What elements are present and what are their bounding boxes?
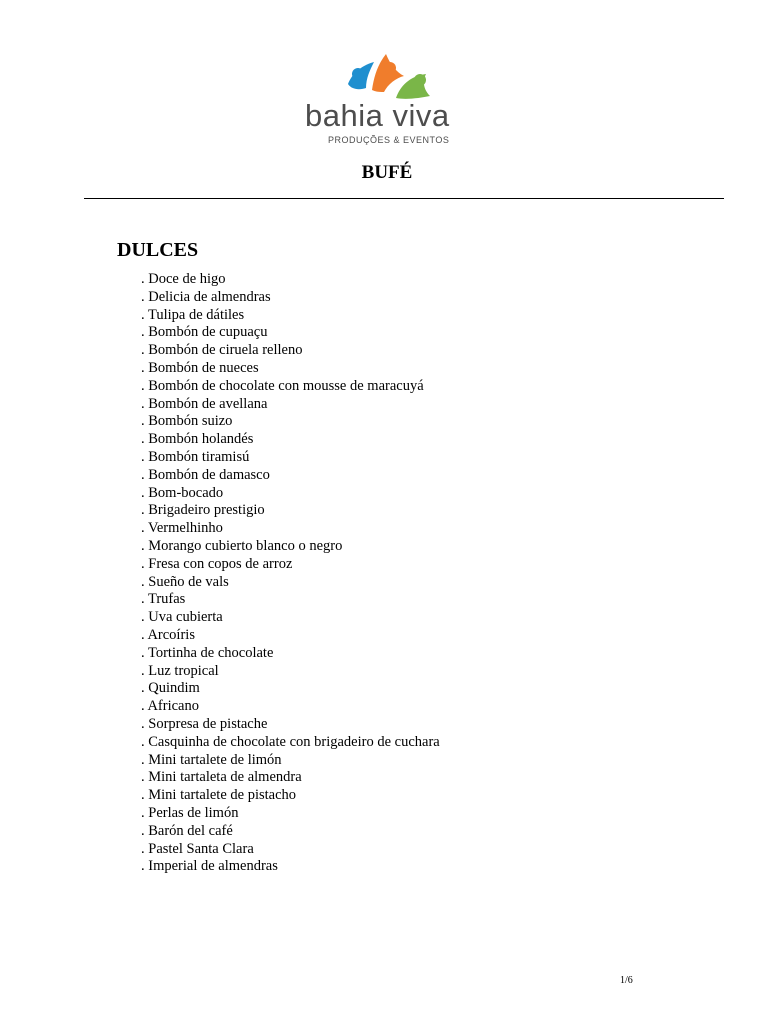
list-item: . Vermelhinho [141, 520, 223, 537]
list-item: . Luz tropical [141, 662, 219, 679]
list-item: . Bombón de ciruela relleno [141, 342, 303, 359]
list-item: . Arcoíris [141, 626, 195, 643]
list-item: . Bombón de cupuaçu [141, 324, 268, 341]
list-item: . Sorpresa de pistache [141, 715, 268, 732]
dessert-list [141, 271, 440, 876]
list-item: . Bombón de avellana [141, 395, 268, 412]
document-title: BUFÉ [361, 162, 413, 183]
list-item: . Bombón de damasco [141, 466, 270, 483]
logo-wordmark: bahia viva [305, 98, 450, 133]
list-item: . Delicia de almendras [141, 288, 271, 305]
list-item: . Sueño de vals [141, 573, 229, 590]
list-item: . Quindim [141, 680, 200, 697]
logo-green-head [414, 74, 426, 86]
list-item: . Fresa con copos de arroz [141, 555, 293, 572]
list-item: . Bombón de chocolate con mousse de maracuyá [141, 377, 424, 394]
list-item: . Bombón tiramisú [141, 448, 250, 465]
list-item: . Africano [141, 698, 199, 715]
list-item: . Bombón holandés [141, 431, 254, 448]
bahia-viva-logo [300, 50, 480, 150]
list-item: . Tortinha de chocolate [141, 644, 274, 661]
list-item: . Trufas [141, 591, 186, 608]
list-item: . Mini tartalete de limón [141, 751, 282, 768]
list-item: . Uva cubierta [141, 609, 223, 626]
logo-tagline: PRODUÇÕES & EVENTOS [328, 135, 450, 145]
list-item: . Brigadeiro prestigio [141, 502, 265, 519]
list-item: . Mini tartaleta de almendra [141, 769, 302, 786]
list-item: . Casquinha de chocolate con brigadeiro de cuchara [141, 733, 440, 750]
list-item: . Mini tartalete de pistacho [141, 787, 297, 804]
list-item: . Perlas de limón [141, 804, 239, 821]
list-item: . Bom-bocado [141, 484, 224, 501]
logo-orange-head [384, 62, 396, 74]
list-item: . Barón del café [141, 822, 233, 839]
section-title: DULCES [117, 239, 199, 261]
list-item: . Doce de higo [141, 271, 226, 287]
list-item: . Bombón de nueces [141, 359, 259, 376]
logo-figures-icon [300, 50, 480, 102]
list-item: . Bombón suizo [141, 413, 233, 430]
list-item: . Pastel Santa Clara [141, 840, 254, 857]
page-number: 1/6 [620, 975, 633, 986]
list-item: . Tulipa de dátiles [141, 306, 245, 323]
list-item: . Morango cubierto blanco o negro [141, 537, 343, 554]
title-divider [84, 198, 724, 199]
list-item: . Imperial de almendras [141, 858, 278, 875]
logo-blue-head [352, 68, 364, 80]
